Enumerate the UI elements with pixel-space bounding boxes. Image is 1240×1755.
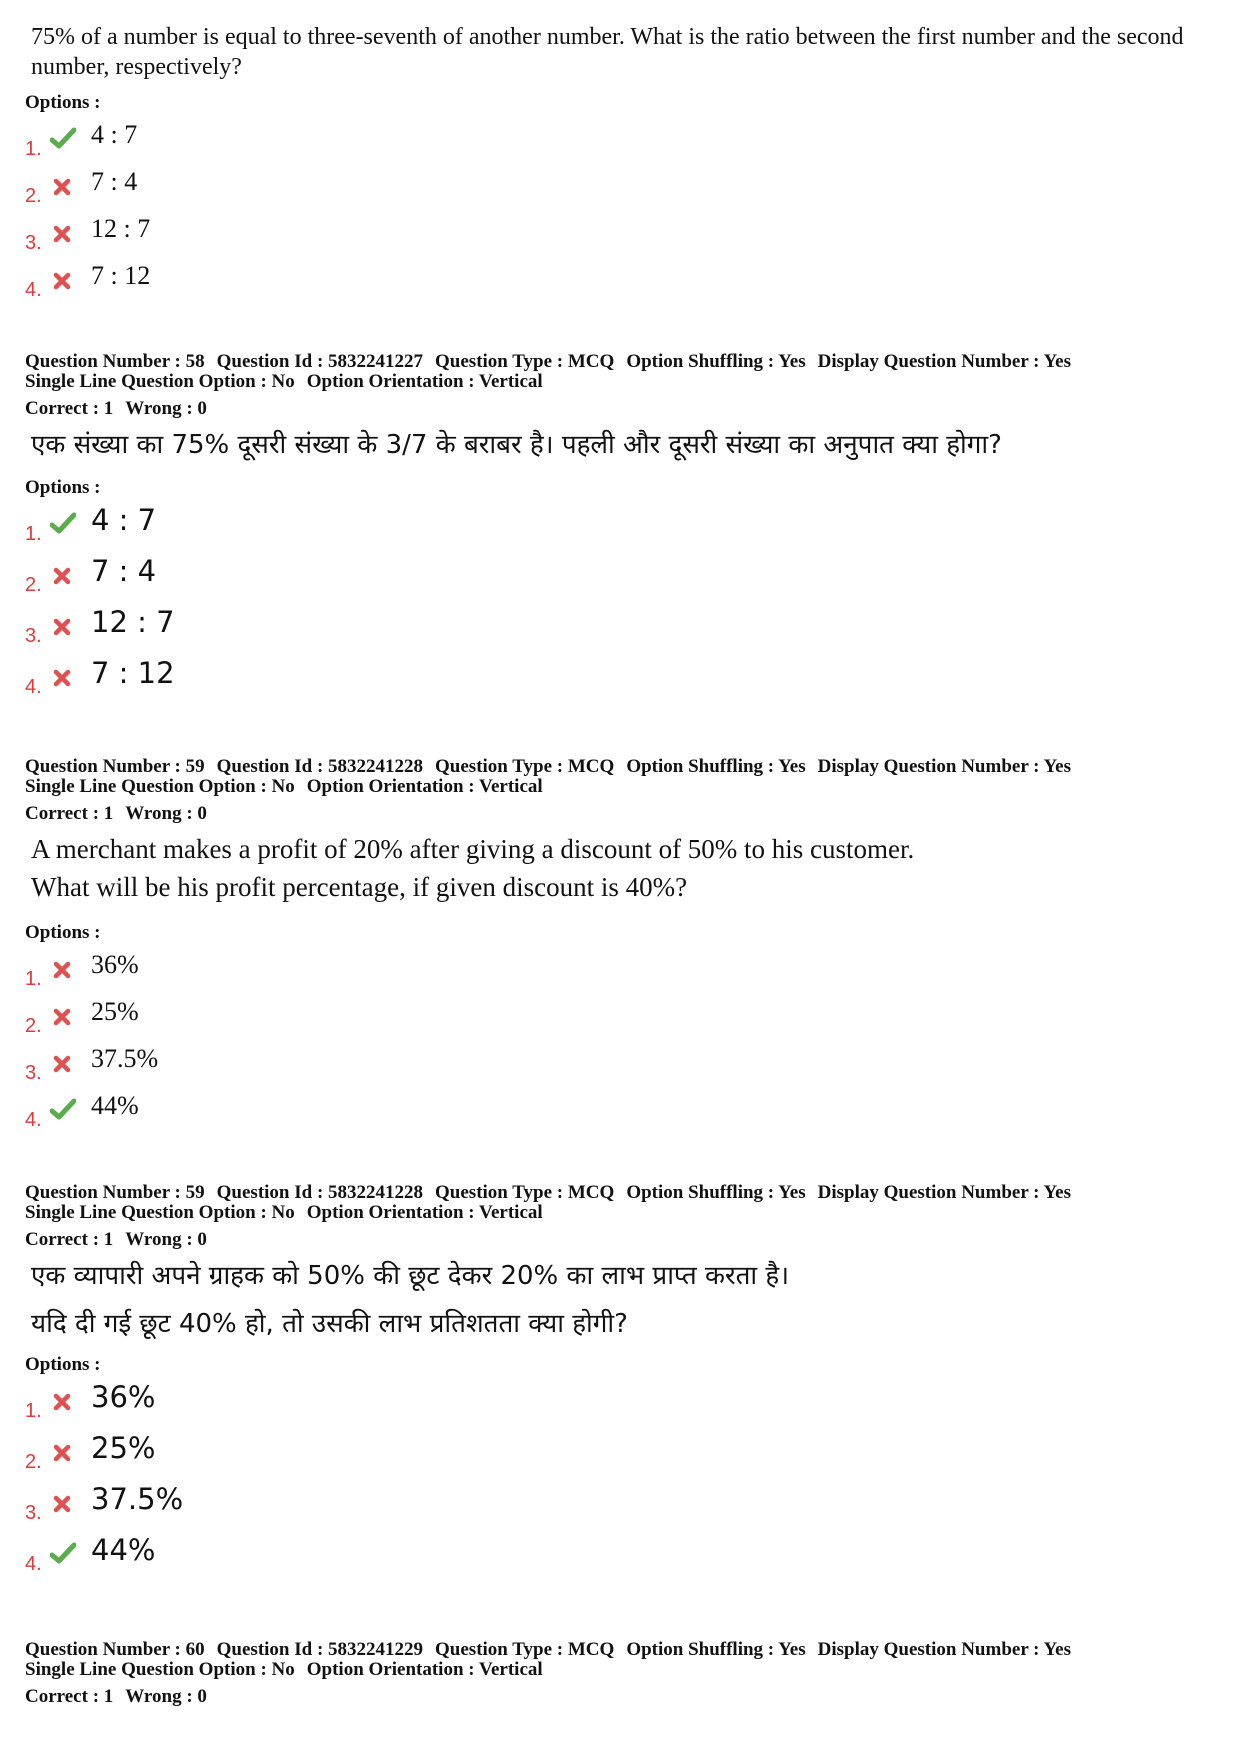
wrong-marks: Wrong : 0 — [125, 803, 207, 824]
meta-field: Option Shuffling : Yes — [626, 1639, 806, 1660]
option-number: 2. — [25, 574, 42, 596]
option-item — [25, 950, 1215, 997]
option-item — [25, 1484, 1215, 1535]
marks-line — [25, 1230, 1215, 1250]
meta-field: Question Id : 5832241228 — [216, 756, 424, 777]
check-icon — [50, 126, 76, 152]
correct-marks: Correct : 1 — [25, 398, 114, 419]
cross-icon — [50, 173, 76, 199]
cross-icon — [50, 267, 76, 293]
option-item — [25, 261, 1215, 308]
option-value: 7 : 12 — [91, 656, 175, 690]
option-value: 36% — [91, 950, 139, 979]
meta-field: Single Line Question Option : No — [25, 1202, 295, 1223]
question-text: 75% of a number is equal to three-seventh of another number. What is the ratio between the first number and the second number, respectively? — [31, 24, 1184, 80]
option-item — [25, 1044, 1215, 1091]
option-item — [25, 167, 1215, 214]
option-item — [25, 1433, 1215, 1484]
option-value: 12 : 7 — [91, 214, 151, 243]
cross-icon — [50, 1490, 76, 1516]
marks-line — [25, 399, 1215, 419]
meta-field: Question Id : 5832241229 — [216, 1639, 424, 1660]
option-item — [25, 1091, 1215, 1138]
check-icon — [50, 1097, 76, 1123]
option-item — [25, 607, 1215, 658]
meta-field: Option Shuffling : Yes — [626, 1182, 806, 1203]
option-value: 44% — [91, 1091, 139, 1120]
option-value: 4 : 7 — [91, 503, 157, 537]
correct-marks: Correct : 1 — [25, 803, 114, 824]
option-value: 7 : 4 — [91, 554, 157, 588]
marks-line — [25, 804, 1215, 824]
question-meta-line-1 — [25, 1183, 1215, 1203]
meta-field: Question Type : MCQ — [435, 1639, 615, 1660]
wrong-marks: Wrong : 0 — [125, 1686, 207, 1707]
meta-field: Option Shuffling : Yes — [626, 351, 806, 372]
meta-field: Display Question Number : Yes — [817, 351, 1071, 372]
cross-icon — [50, 1439, 76, 1465]
question-meta-line-2 — [25, 372, 1215, 392]
option-value: 37.5% — [91, 1482, 184, 1516]
meta-field: Option Orientation : Vertical — [306, 1202, 543, 1223]
option-value: 25% — [91, 1431, 156, 1465]
option-number: 1. — [25, 1400, 42, 1422]
options-label: Options : — [25, 92, 101, 113]
meta-field: Question Id : 5832241227 — [216, 351, 424, 372]
cross-icon — [50, 956, 76, 982]
option-number: 2. — [25, 185, 42, 207]
cross-icon — [50, 1003, 76, 1029]
option-value: 36% — [91, 1380, 156, 1414]
meta-field: Question Type : MCQ — [435, 1182, 615, 1203]
meta-field: Question Number : 58 — [25, 351, 205, 372]
option-item — [25, 120, 1215, 167]
meta-field: Single Line Question Option : No — [25, 776, 295, 797]
option-number: 3. — [25, 625, 42, 647]
cross-icon — [50, 664, 76, 690]
option-item — [25, 214, 1215, 261]
meta-field: Option Orientation : Vertical — [306, 1659, 543, 1680]
option-number: 3. — [25, 1502, 42, 1524]
option-value: 7 : 12 — [91, 261, 151, 290]
options-label: Options : — [25, 477, 101, 498]
meta-field: Option Orientation : Vertical — [306, 776, 543, 797]
options-list — [25, 120, 1215, 308]
correct-marks: Correct : 1 — [25, 1686, 114, 1707]
question-meta-line-2 — [25, 777, 1215, 797]
option-number: 2. — [25, 1451, 42, 1473]
option-item — [25, 658, 1215, 709]
question-text-line-1: A merchant makes a profit of 20% after giving a discount of 50% to his customer. — [31, 834, 915, 864]
meta-field: Display Question Number : Yes — [817, 1639, 1071, 1660]
meta-field: Question Number : 59 — [25, 1182, 205, 1203]
option-value: 25% — [91, 997, 139, 1026]
option-item — [25, 556, 1215, 607]
option-number: 1. — [25, 138, 42, 160]
options-list — [25, 950, 1215, 1138]
option-value: 37.5% — [91, 1044, 159, 1073]
cross-icon — [50, 562, 76, 588]
option-item — [25, 505, 1215, 556]
question-text-line-2: यदि दी गई छूट 40% हो, तो उसकी लाभ प्रतिशतता क्या होगी? — [31, 1309, 628, 1339]
question-meta-line-1 — [25, 757, 1215, 777]
option-number: 4. — [25, 279, 42, 301]
cross-icon — [50, 1050, 76, 1076]
question-58-block — [25, 352, 1215, 709]
option-item — [25, 1535, 1215, 1586]
wrong-marks: Wrong : 0 — [125, 398, 207, 419]
question-text: एक संख्या का 75% दूसरी संख्या के 3/7 के बराबर है। पहली और दूसरी संख्या का अनुपात क्या होगा? — [31, 430, 1002, 460]
meta-field: Option Shuffling : Yes — [626, 756, 806, 777]
meta-field: Display Question Number : Yes — [817, 1182, 1071, 1203]
question-59-en-block — [25, 757, 1215, 1138]
option-number: 3. — [25, 232, 42, 254]
option-number: 4. — [25, 676, 42, 698]
check-icon — [50, 511, 76, 537]
options-list — [25, 505, 1215, 709]
option-value: 4 : 7 — [91, 120, 138, 149]
meta-field: Display Question Number : Yes — [817, 756, 1071, 777]
options-label: Options : — [25, 1354, 101, 1375]
meta-field: Question Id : 5832241228 — [216, 1182, 424, 1203]
option-number: 4. — [25, 1109, 42, 1131]
question-meta-line-2 — [25, 1203, 1215, 1223]
options-label: Options : — [25, 922, 101, 943]
option-number: 1. — [25, 523, 42, 545]
meta-field: Question Type : MCQ — [435, 351, 615, 372]
cross-icon — [50, 1388, 76, 1414]
option-value: 44% — [91, 1533, 156, 1567]
cross-icon — [50, 613, 76, 639]
question-meta-line-1 — [25, 1640, 1215, 1660]
marks-line — [25, 1687, 1215, 1707]
option-number: 3. — [25, 1062, 42, 1084]
correct-marks: Correct : 1 — [25, 1229, 114, 1250]
question-text-line-2: What will be his profit percentage, if given discount is 40%? — [31, 872, 688, 902]
question-57-block — [25, 22, 1215, 308]
meta-field: Option Orientation : Vertical — [306, 371, 543, 392]
option-number: 4. — [25, 1553, 42, 1575]
option-number: 2. — [25, 1015, 42, 1037]
option-item — [25, 997, 1215, 1044]
option-value: 12 : 7 — [91, 605, 175, 639]
cross-icon — [50, 220, 76, 246]
meta-field: Question Number : 60 — [25, 1639, 205, 1660]
question-60-block — [25, 1640, 1215, 1707]
question-meta-line-2 — [25, 1660, 1215, 1680]
options-list — [25, 1382, 1215, 1586]
meta-field: Single Line Question Option : No — [25, 371, 295, 392]
check-icon — [50, 1541, 76, 1567]
meta-field: Single Line Question Option : No — [25, 1659, 295, 1680]
wrong-marks: Wrong : 0 — [125, 1229, 207, 1250]
option-item — [25, 1382, 1215, 1433]
option-value: 7 : 4 — [91, 167, 138, 196]
question-text-line-1: एक व्यापारी अपने ग्राहक को 50% की छूट देकर 20% का लाभ प्राप्त करता है। — [31, 1261, 790, 1291]
question-59-hi-block — [25, 1183, 1215, 1586]
meta-field: Question Number : 59 — [25, 756, 205, 777]
option-number: 1. — [25, 968, 42, 990]
meta-field: Question Type : MCQ — [435, 756, 615, 777]
question-meta-line-1 — [25, 352, 1215, 372]
